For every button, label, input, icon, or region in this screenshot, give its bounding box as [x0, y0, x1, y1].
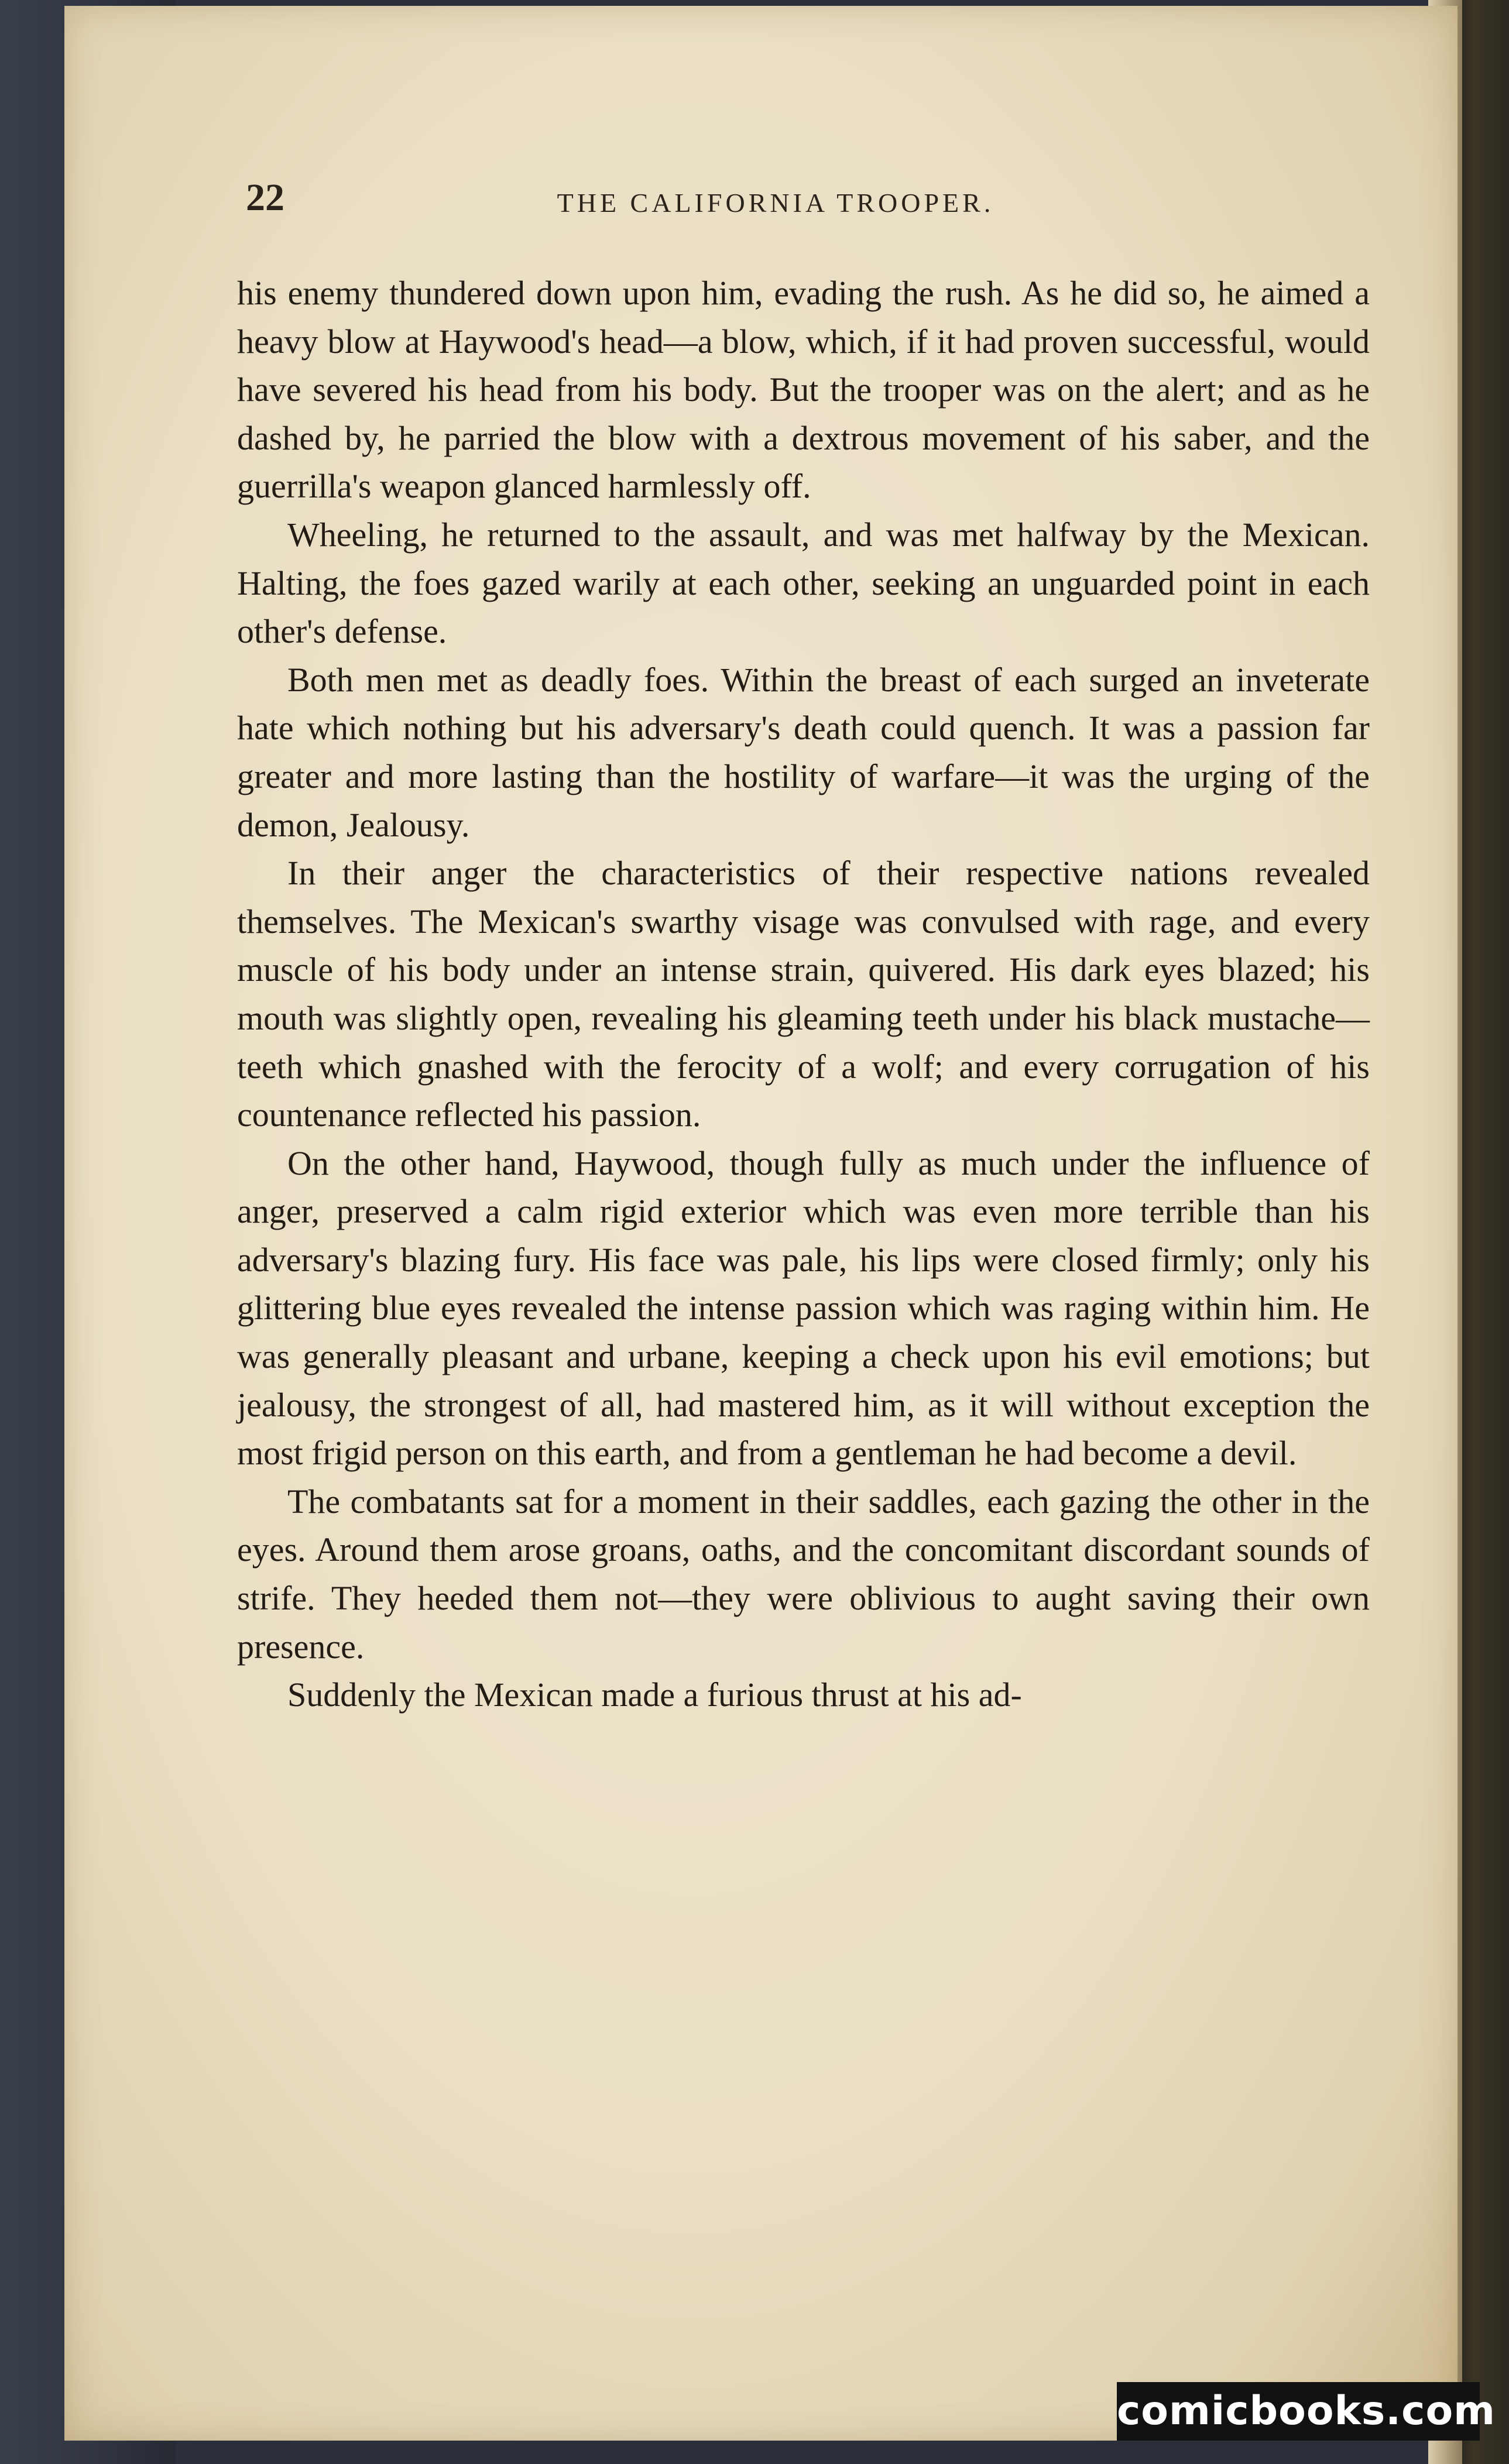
- paragraph: In their anger the characteristics of their respective nations revealed themselves. The Mexican's swarthy visage was convulsed with rage, and every muscle of his body under an intense strain, quivered. His dark eyes blazed; his mouth was slightly open, revealing his gleaming teeth under his black mustache—teeth which gnashed with the ferocity of a wolf; and every corrugation of his countenance reflected his passion.: [237, 854, 1370, 1134]
- page-number: 22: [246, 176, 284, 219]
- body-text: [237, 269, 1370, 1720]
- page-header: [176, 176, 1376, 234]
- paragraph: his enemy thundered down upon him, evading the rush. As he did so, he aimed a heavy blow at Haywood's head—a blow, which, if it had proven successful, would have severed his head from his body. But the trooper was on the alert; and as he dashed by, he parried the blow with a dextrous movement of his saber, and the guerrilla's weapon glanced harmlessly off.: [237, 274, 1370, 506]
- paragraph: On the other hand, Haywood, though fully as much under the influence of anger, preserved a calm rigid exterior which was even more terrible than his adversary's blazing fury. His face was pale, his lips were closed firmly; only his glittering blue eyes revealed the intense passion which was raging within him. He was generally pleasant and urbane, keeping a check upon his evil emotions; but jealousy, the strongest of all, had mastered him, as it will without exception the most frigid person on this earth, and from a gentleman he had become a devil.: [237, 1144, 1370, 1473]
- running-head: THE CALIFORNIA TROOPER.: [557, 188, 994, 218]
- paragraph: Both men met as deadly foes. Within the breast of each surged an inveterate hate which nothing but his adversary's death could quench. It was a passion far greater and more lasting than the hostility of warfare—it was the urging of the demon, Jealousy.: [237, 660, 1370, 844]
- paragraph: Wheeling, he returned to the assault, and was met halfway by the Mexican. Halting, the foes gazed warily at each other, seeking an unguarded point in each other's defense.: [237, 515, 1370, 651]
- paragraph: The combatants sat for a moment in their saddles, each gazing the other in the eyes. Around them arose groans, oaths, and the concomitant discordant sounds of strife. They heeded them not—they were oblivious to aught saving their own presence.: [237, 1482, 1370, 1666]
- watermark-label: comicbooks.com: [1117, 2382, 1480, 2441]
- paragraph: Suddenly the Mexican made a furious thrust at his ad-: [287, 1676, 1022, 1714]
